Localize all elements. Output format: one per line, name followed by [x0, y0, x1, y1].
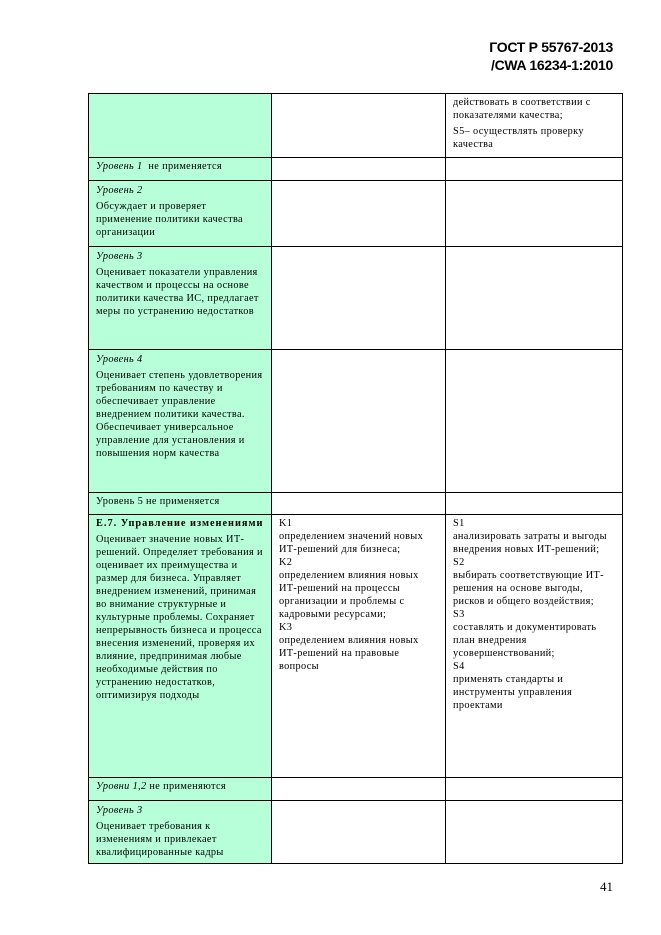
competence-cell	[89, 350, 272, 493]
skills-cell	[446, 778, 623, 801]
skill-code: S4	[453, 661, 465, 672]
skills-cell	[446, 515, 623, 778]
skill-text: S5– осуществлять проверку качества	[453, 126, 584, 150]
knowledge-cell	[272, 94, 446, 158]
table-row	[89, 181, 623, 247]
knowledge-cell	[272, 181, 446, 247]
knowledge-cell	[272, 350, 446, 493]
skill-code: S1	[453, 518, 465, 529]
skills-cell	[446, 801, 623, 864]
skill-text: выбирать соответствующие ИТ-решения на основе выгоды, рисков и общего воздействия;	[453, 570, 604, 607]
competence-cell	[89, 94, 272, 158]
level-description: Оценивает показатели управления качеством и процессы на основе политики качества ИС, предлагает меры по устранению недостатков	[96, 267, 259, 317]
table-row	[89, 158, 623, 181]
skill-text: применять стандарты и инструменты управления проектами	[453, 674, 573, 711]
knowledge-text: определением значений новых ИТ-решений для бизнеса;	[279, 531, 424, 555]
skill-code: S2	[453, 557, 465, 568]
competence-cell	[89, 181, 272, 247]
skills-cell	[446, 493, 623, 515]
competence-cell	[89, 515, 272, 778]
table-row	[89, 94, 623, 158]
table-row	[89, 515, 623, 778]
skill-text: составлять и документировать план внедрения усовершенствований;	[453, 622, 597, 659]
skills-cell	[446, 181, 623, 247]
knowledge-cell	[272, 158, 446, 181]
level-label: Уровень 3	[96, 251, 143, 262]
competence-cell	[89, 493, 272, 515]
skill-code: S3	[453, 609, 465, 620]
knowledge-text: определением влияния новых ИТ-решений на правовые вопросы	[279, 635, 419, 672]
skills-cell	[446, 158, 623, 181]
skills-cell	[446, 350, 623, 493]
level-label: Уровень 2	[96, 185, 143, 196]
level-label: Уровни 1,2	[96, 781, 147, 792]
standard-number: ГОСТ Р 55767-2013	[489, 39, 613, 55]
table-row	[89, 493, 623, 515]
knowledge-cell	[272, 247, 446, 350]
skill-text: анализировать затраты и выгоды внедрения новых ИТ-решений;	[453, 531, 607, 555]
table-row	[89, 801, 623, 864]
level-description: не применяются	[149, 781, 226, 792]
level-label: Уровень 3	[96, 805, 143, 816]
knowledge-cell	[272, 778, 446, 801]
competence-title: Е.7. Управление изменениями	[96, 518, 264, 529]
skills-cell	[446, 247, 623, 350]
competence-cell	[89, 247, 272, 350]
skill-text: действовать в соответствии с показателями качества;	[453, 97, 591, 121]
page-number: 41	[600, 879, 613, 894]
knowledge-cell	[272, 801, 446, 864]
level-description: Обсуждает и проверяет применение политики качества организации	[96, 201, 243, 238]
competence-description: Оценивает значение новых ИТ-решений. Определяет требования и оценивает их преимущества и размер для бизнеса. Управляет внедрением изменений, принимая во внимание структурные и культурные проблемы. Сохраняет непрерывность бизнеса и процесса внесения изменений, проверяя их влияние, предпринимая любые необходимые действия по устранению недостатков, оптимизируя подходы	[96, 534, 263, 701]
knowledge-text: определением влияния новых ИТ-решений на процессы организации и проблемы с кадровыми ресурсами;	[279, 570, 419, 620]
skills-cell	[446, 94, 623, 158]
table-row	[89, 247, 623, 350]
level-description: Уровень 5 не применяется	[96, 496, 220, 507]
table-row	[89, 350, 623, 493]
standard-equivalent: /CWA 16234-1:2010	[490, 57, 613, 73]
table-row	[89, 778, 623, 801]
competence-cell	[89, 778, 272, 801]
level-description: Оценивает требования к изменениям и привлекает квалифицированные кадры	[96, 821, 224, 858]
knowledge-cell	[272, 515, 446, 778]
competence-table	[88, 93, 623, 864]
competence-cell	[89, 158, 272, 181]
competence-cell	[89, 801, 272, 864]
level-label: Уровень 1	[96, 161, 143, 172]
level-description: не применяется	[148, 161, 222, 172]
level-label: Уровень 4	[96, 354, 143, 365]
knowledge-code: K3	[279, 622, 293, 633]
document-header	[489, 38, 613, 74]
knowledge-code: K1	[279, 518, 293, 529]
knowledge-cell	[272, 493, 446, 515]
level-description: Оценивает степень удовлетворения требованиям по качеству и обеспечивает управление внедрением политики качества. Обеспечивает универсальное управление для установления и повышения норм качества	[96, 370, 263, 459]
knowledge-code: K2	[279, 557, 293, 568]
